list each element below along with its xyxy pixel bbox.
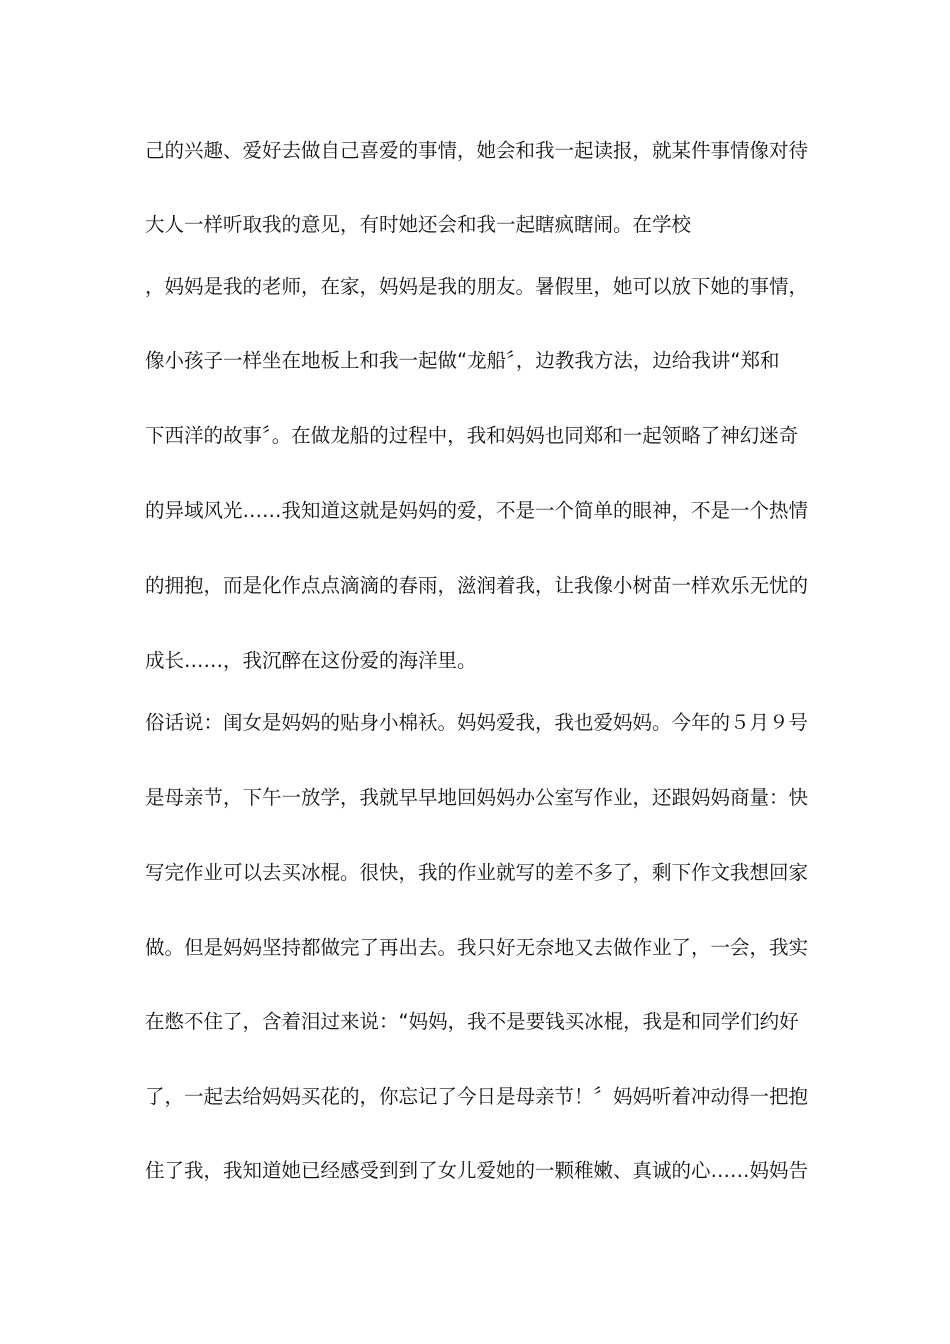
text-line-8: 成长……，我沉醉在这份爱的海洋里。 bbox=[145, 649, 477, 672]
text-line-10: 是母亲节，下午一放学，我就早早地回妈妈办公室写作业，还跟妈妈商量：快 bbox=[145, 786, 809, 809]
text-line-9: 俗话说：闺女是妈妈的贴身小棉袄。妈妈爱我，我也爱妈妈。今年的５月９号 bbox=[145, 711, 809, 734]
text-line-13: 在憋不住了，含着泪过来说：“妈妈，我不是要钱买冰棍，我是和同学们约好 bbox=[145, 1010, 799, 1033]
text-line-1: 己的兴趣、爱好去做自己喜爱的事情，她会和我一起读报，就某件事情像对待 bbox=[145, 139, 809, 162]
text-line-2: 大人一样听取我的意见，有时她还会和我一起瞎疯瞎闹。在学校 bbox=[145, 213, 692, 236]
text-line-6: 的异域风光……我知道这就是妈妈的爱，不是一个简单的眼神，不是一个热情 bbox=[145, 499, 809, 522]
text-line-11: 写完作业可以去买冰棍。很快，我的作业就写的差不多了，剩下作文我想回家 bbox=[145, 861, 809, 884]
text-line-5: 下西洋的故事〞。在做龙船的过程中，我和妈妈也同郑和一起领略了神幻迷奇 bbox=[145, 424, 799, 447]
text-line-14: 了，一起去给妈妈买花的，你忘记了今日是母亲节！〞妈妈听着冲动得一把抱 bbox=[145, 1085, 809, 1108]
text-line-15: 住了我，我知道她已经感受到到了女儿爱她的一颗稚嫩、真诚的心……妈妈告 bbox=[145, 1159, 809, 1182]
text-line-7: 的拥抱，而是化作点点滴滴的春雨，滋润着我，让我像小树苗一样欢乐无忧的 bbox=[145, 574, 809, 597]
text-line-3: ，妈妈是我的老师，在家，妈妈是我的朋友。暑假里，她可以放下她的事情， bbox=[145, 275, 809, 298]
text-line-12: 做。但是妈妈坚持都做完了再出去。我只好无奈地又去做作业了，一会，我实 bbox=[145, 936, 809, 959]
text-line-4: 像小孩子一样坐在地板上和我一起做“龙船〞，边教我方法，边给我讲“郑和 bbox=[145, 349, 780, 372]
